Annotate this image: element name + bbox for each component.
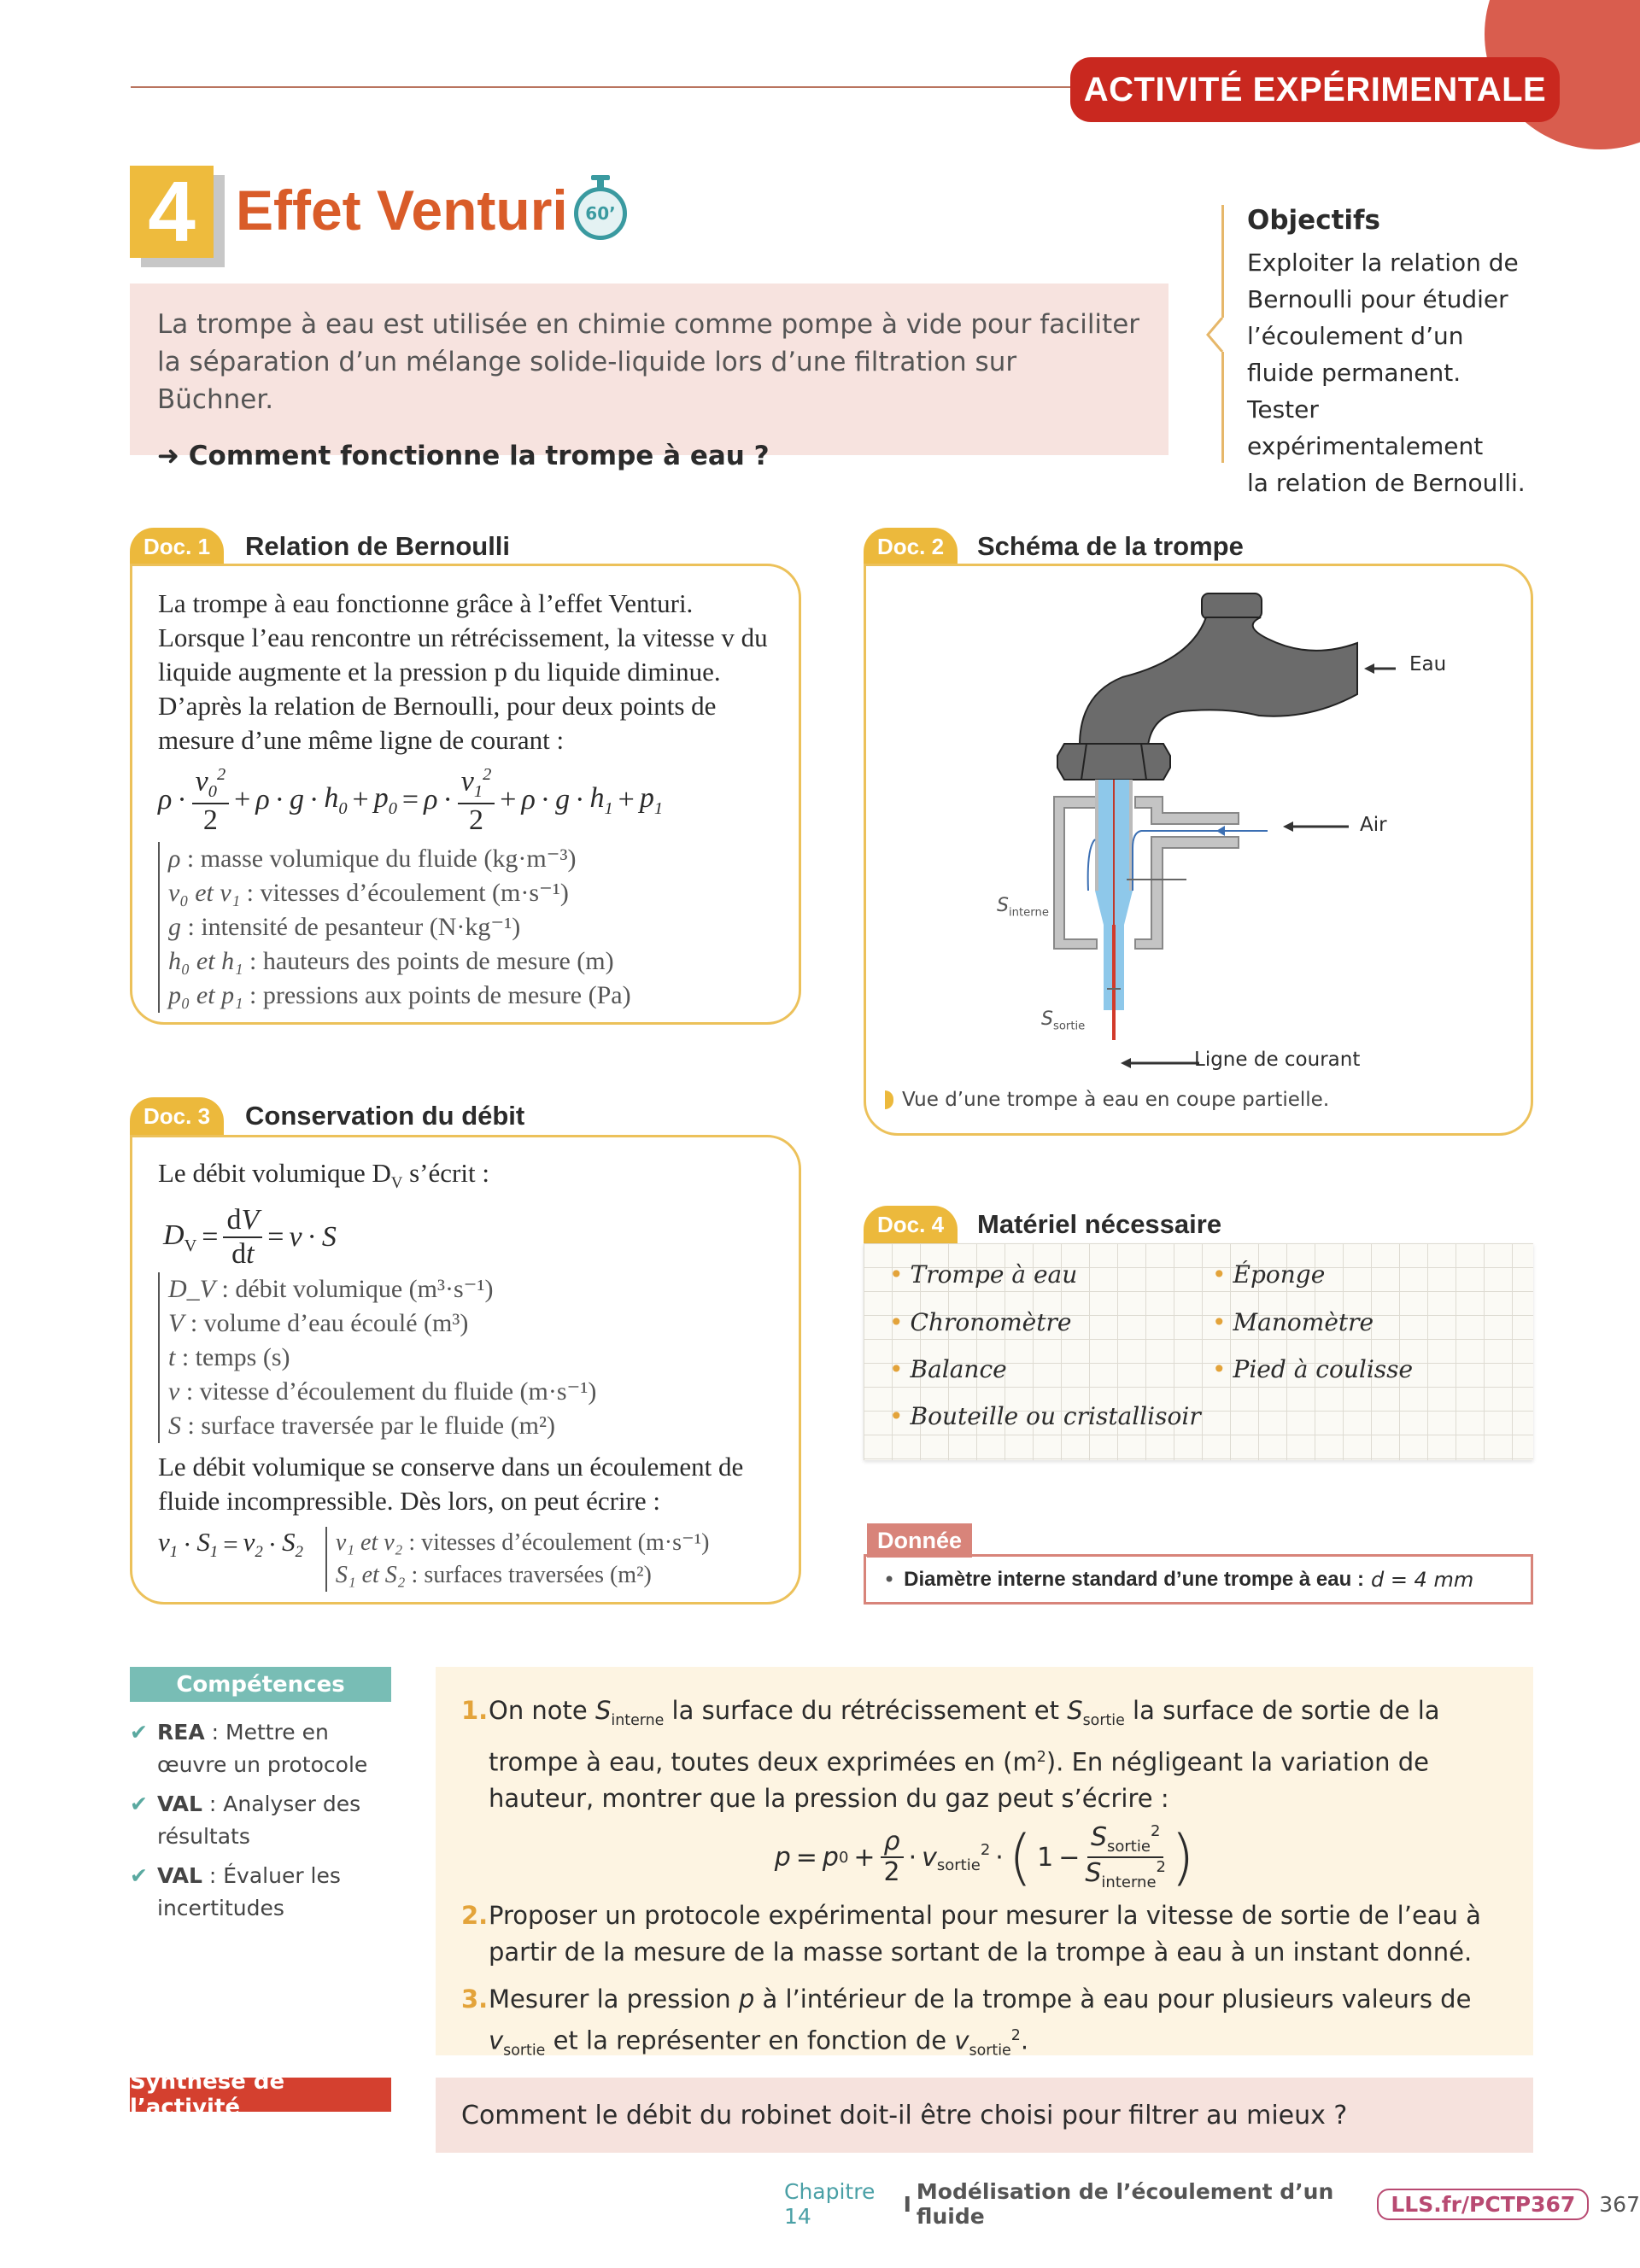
question-text: Proposer un protocole expérimental pour mesurer la vitesse de sortie de l’eau à partir de la mesure de la masse sortant de la trompe à eau à un instant donné. — [489, 1901, 1481, 1967]
doc4-title: Matériel nécessaire — [977, 1209, 1222, 1239]
legend-item: h₀ et h₁ : hauteurs des points de mesure (m) — [168, 946, 614, 975]
synthese-box — [436, 2078, 1533, 2153]
check-icon: ✔ — [130, 1792, 148, 1816]
activity-number: 4 — [130, 166, 214, 258]
intro-box — [130, 284, 1168, 471]
question-text: Comment fonctionne la trompe à eau ? — [188, 441, 770, 471]
synthese-tag: Synthèse de l’activité — [130, 2078, 391, 2112]
legend-item: p₀ et p₁ : pressions aux points de mesure (Pa) — [168, 980, 631, 1009]
legend-item: D_V : débit volumique (m³·s⁻¹) — [168, 1275, 494, 1304]
donnee-value: d = 4 mm — [1370, 1567, 1474, 1592]
donnee-label: Diamètre interne standard d’une trompe à eau : — [904, 1567, 1364, 1591]
chapter-label: Chapitre 14 — [784, 2179, 876, 2229]
doc1-title: Relation de Bernoulli — [245, 531, 511, 561]
page-number: 367 — [1599, 2191, 1640, 2217]
legend-item: t : temps (s) — [168, 1343, 290, 1372]
chapter-title: Modélisation de l’écoulement d’un fluide — [916, 2179, 1334, 2229]
questions-box — [436, 1667, 1533, 2060]
materials-grid — [864, 1243, 1533, 1460]
doc3-legend2 — [325, 1527, 710, 1592]
competence-item: ✔ VAL : Analyser des résultats — [130, 1788, 395, 1853]
objective-line: Tester expérimentalement — [1247, 395, 1484, 460]
legend-item: V : volume d’eau écoulé (m³) — [168, 1309, 469, 1338]
activity-type-banner: ACTIVITÉ EXPÉRIMENTALE — [1070, 57, 1560, 122]
material-item: • Chronomètre — [889, 1308, 1072, 1336]
doc2-box — [864, 564, 1533, 1136]
objective-line: la relation de Bernoulli. — [1247, 469, 1526, 497]
intro-text: La trompe à eau est utilisée en chimie comme pompe à vide pour faciliter la séparation d’un mélange solide-liquide lors d’une filtration sur Büchner. — [157, 309, 1140, 415]
doc2-tab: Doc. 2 — [864, 528, 958, 565]
doc3-legend — [158, 1272, 773, 1443]
legend-item: v₁ et v₂ : vitesses d’écoulement (m·s⁻¹) — [335, 1529, 710, 1557]
competences-header: Compétences — [130, 1667, 391, 1702]
label-ligne-de-courant: Ligne de courant — [1194, 1049, 1361, 1071]
header-rule — [131, 86, 1079, 88]
doc1-box — [130, 564, 801, 1025]
competence-item: ✔ REA : Mettre en œuvre un protocole — [130, 1716, 395, 1781]
doc1-text: La trompe à eau fonctionne grâce à l’effet Venturi. Lorsque l’eau rencontre un rétrécissement, la vitesse v du liquide augmente et la pression p du liquide diminue. D’après la relation de Bernoulli, pour deux points de mesure d’une même ligne de courant : — [158, 588, 768, 755]
doc4-tab: Doc. 4 — [864, 1206, 958, 1243]
question-text: Mesurer la pression p à l’intérieur de la trompe à eau pour plusieurs valeurs de $v_{sortie}$ et la représenter en fonction de $v_{sortie}^2$. — [489, 1984, 1472, 2060]
doc3-conclusion: Le débit volumique se conserve dans un écoulement de fluide incompressible. Dès lors, on peut écrire : — [158, 1452, 744, 1517]
doc3-title: Conservation du débit — [245, 1101, 525, 1131]
caption-marker-icon — [885, 1090, 893, 1109]
material-item: • Balance — [889, 1355, 1007, 1383]
objective-line: l’écoulement d’un — [1247, 322, 1464, 350]
page-title: Effet Venturi — [236, 178, 568, 242]
legend-item: g : intensité de pesanteur (N·kg⁻¹) — [168, 912, 521, 941]
doc3-tab: Doc. 3 — [130, 1097, 224, 1135]
synthese-question: Comment le débit du robinet doit-il être choisi pour filtrer au mieux ? — [461, 2100, 1348, 2131]
objectives-title: Objectifs — [1247, 205, 1380, 236]
legend-item: ρ : masse volumique du fluide (kg·m⁻³) — [168, 844, 577, 873]
bullet-icon: • — [883, 1567, 896, 1592]
duration-label: 60’ — [574, 187, 627, 240]
objective-line: Exploiter la relation de — [1247, 248, 1519, 277]
debit-formula: $D_V$ = $\frac{dV}{dt}$ = v · S — [163, 1204, 337, 1271]
question-2: 2. Proposer un protocole expérimental pour mesurer la vitesse de sortie de l’eau à partir de la mesure de la masse sortant de la trompe à eau à un instant donné. — [461, 1897, 1508, 1971]
label-eau: Eau — [1409, 653, 1447, 675]
donnee-tag: Donnée — [867, 1523, 972, 1558]
objectives-notch-icon — [1204, 318, 1228, 352]
conservation-row — [158, 1527, 773, 1592]
question-text: On note $S_{interne}$ la surface du rétrécissement et $S_{sortie}$ la surface de sortie de la trompe à eau, toutes deux exprimées en $(m^2)$. En négligeant la variation de hauteur, montrer que la pression du gaz peut s’écrire : — [489, 1696, 1440, 1814]
chapter-separator: I — [903, 2191, 911, 2217]
legend-item: v₀ et v₁ : vitesses d’écoulement (m·s⁻¹) — [168, 878, 569, 907]
conservation-formula: $v_1$ · $S_1$ = $v_2$ · $S_2$ — [158, 1527, 303, 1562]
faucet-icon — [1057, 593, 1357, 780]
check-icon: ✔ — [130, 1720, 148, 1745]
label-s-sortie: $S_{sortie}$ — [1041, 1008, 1086, 1033]
doc2-caption: Vue d’une trompe à eau en coupe partielle. — [885, 1089, 1329, 1111]
competences-list — [130, 1716, 395, 1932]
label-air: Air — [1360, 814, 1387, 836]
donnee-box — [864, 1554, 1533, 1605]
question-1: 1. On note $S_{interne}$ la surface du rétrécissement et $S_{sortie}$ la surface de sortie de la trompe à eau, toutes deux exprimées en $(m^2)$. En négligeant la variation de hauteur, montrer que la pression du gaz peut s’écrire : — [461, 1692, 1508, 1817]
arrow-icon: ➜ — [157, 441, 179, 471]
question-3: 3. Mesurer la pression p à l’intérieur de la trompe à eau pour plusieurs valeurs de $v_{sortie}$ et la représenter en fonction de $v_{sortie}^2$. — [461, 1981, 1508, 2069]
legend-item: S : surface traversée par le fluide (m²) — [168, 1412, 555, 1441]
material-item: • Bouteille ou cristallisoir — [889, 1402, 1201, 1430]
resource-link[interactable]: LLS.fr/PCTP367 — [1377, 2189, 1589, 2220]
pressure-formula: p = p 0 + $\frac{\rho}{2}$ · v $_{sortie}^2$ · ( 1 − $\frac{S_{sortie}^2}{S_{interne}^2}$ ) — [774, 1822, 1195, 1893]
objective-line: fluide permanent. — [1247, 359, 1461, 387]
doc3-box — [130, 1135, 801, 1605]
intro-question — [157, 437, 1141, 475]
legend-item: S₁ et S₂ : surfaces traversées (m²) — [335, 1562, 652, 1589]
objective-line: Bernoulli pour étudier — [1247, 285, 1508, 313]
doc1-tab: Doc. 1 — [130, 528, 224, 565]
doc1-legend — [158, 842, 773, 1013]
material-item: • Trompe à eau — [889, 1260, 1078, 1289]
material-item: • Pied à coulisse — [1212, 1355, 1414, 1383]
material-item: • Éponge — [1212, 1260, 1326, 1289]
stopwatch-icon — [572, 175, 629, 243]
legend-item: v : vitesse d’écoulement du fluide (m·s⁻¹) — [168, 1377, 597, 1406]
label-s-interne: $S_{interne}$ — [997, 895, 1049, 920]
doc2-title: Schéma de la trompe — [977, 531, 1244, 561]
objectives-list — [1247, 244, 1555, 501]
check-icon: ✔ — [130, 1863, 148, 1888]
doc3-intro: Le débit volumique $D_V$ s’écrit : — [158, 1158, 489, 1193]
competence-item: ✔ VAL : Évaluer les incertitudes — [130, 1860, 395, 1925]
material-item: • Manomètre — [1212, 1308, 1374, 1336]
bernoulli-formula: ρ · $\frac{v_0^2}{2}$ + ρ · g · $h_0$ + $p_0$ = ρ · $\frac{v_1^2}{2}$ + ρ · g · $h_1$ + $p_1$ — [158, 765, 664, 836]
page-footer — [784, 2179, 1640, 2229]
